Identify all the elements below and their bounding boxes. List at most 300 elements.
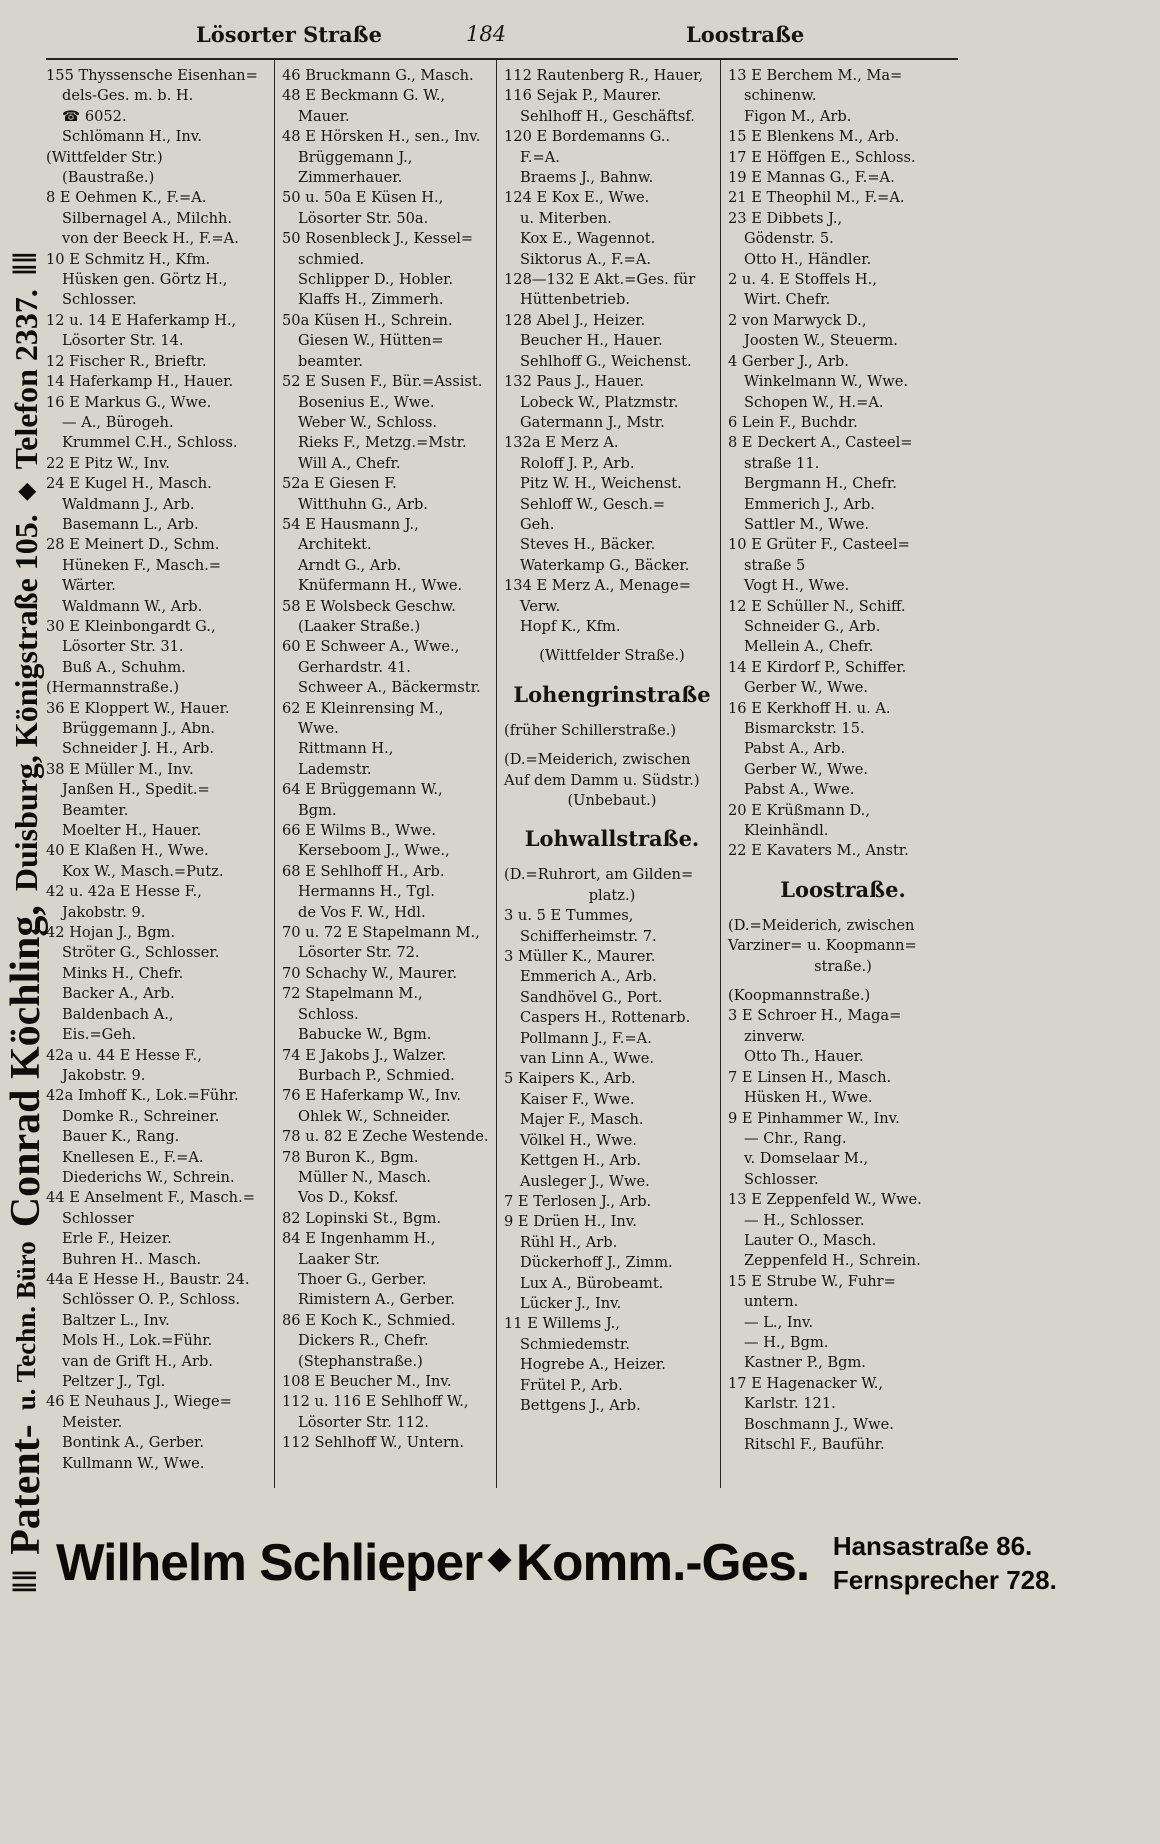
directory-line: (Unbebaut.): [567, 792, 657, 809]
directory-line: Schlosser: [62, 1209, 134, 1227]
directory-line: Kastner P., Bgm.: [744, 1354, 866, 1372]
directory-line: 52 E Susen F., Bür.=Assist.: [282, 373, 483, 391]
directory-line: Pollmann J., F.=A.: [520, 1029, 652, 1047]
directory-line: Lösorter Str. 72.: [298, 944, 420, 962]
directory-line: 74 E Jakobs J., Walzer.: [282, 1046, 447, 1064]
directory-line: 3 Müller K., Maurer.: [504, 948, 656, 966]
directory-line: Kaiser F., Wwe.: [520, 1090, 635, 1108]
directory-line: Schlosser.: [62, 291, 137, 309]
spacer: [504, 811, 720, 820]
directory-line: Waldmann W., Arb.: [62, 597, 203, 615]
directory-line: Weber W., Schloss.: [298, 413, 438, 431]
directory-line: Eis.=Geh.: [62, 1026, 137, 1044]
directory-line: Jakobstr. 9.: [62, 1066, 146, 1084]
directory-line: straße.): [814, 957, 872, 975]
directory-line: Emmerich J., Arb.: [744, 495, 875, 513]
directory-line: Hüttenbetrieb.: [520, 291, 630, 309]
directory-line: 86 E Koch K., Schmied.: [282, 1311, 456, 1329]
directory-line: 68 E Sehlhoff H., Arb.: [282, 862, 445, 880]
directory-line: Kox E., Wagennot.: [520, 230, 656, 248]
directory-line: 19 E Mannas G., F.=A.: [728, 169, 895, 187]
sidebar-ad-text: [0, 0, 52, 1844]
directory-line: Lademstr.: [298, 760, 372, 778]
directory-line: Ausleger J., Wwe.: [520, 1172, 650, 1190]
directory-line: schinenw.: [744, 87, 817, 105]
directory-line: 23 E Dibbets J.,: [728, 209, 843, 227]
directory-line: — A., Bürogeh.: [62, 413, 174, 431]
directory-line: 70 Schachy W., Maurer.: [282, 964, 457, 982]
directory-line: 116 Sejak P., Maurer.: [504, 87, 662, 105]
directory-line: Bontink A., Gerber.: [62, 1434, 205, 1452]
directory-line: Sehlhoff H., Geschäftsf.: [520, 107, 695, 125]
directory-line: (Laaker Straße.): [298, 617, 421, 635]
directory-line: Mauer.: [298, 107, 350, 125]
sidebar-ad-segment: Patent-: [3, 1424, 49, 1555]
directory-line: 22 E Kavaters M., Anstr.: [728, 842, 909, 860]
directory-line: 12 Fischer R., Brieftr.: [46, 352, 207, 370]
directory-line: Hüsken H., Wwe.: [744, 1089, 873, 1107]
spacer: [504, 712, 720, 721]
directory-line: 14 Haferkamp H., Hauer.: [46, 373, 234, 391]
street-heading: Loostraße.: [780, 876, 906, 902]
directory-line: (Baustraße.): [62, 169, 155, 187]
directory-line: Bauer K., Rang.: [62, 1128, 180, 1146]
sidebar-vertical-ad: [0, 0, 52, 1844]
spacer: [504, 856, 720, 865]
directory-line: 48 E Beckmann G. W.,: [282, 87, 445, 105]
directory-line: Schlösser O. P., Schloss.: [62, 1291, 241, 1309]
ad-address-block: [833, 1529, 1057, 1597]
directory-line: de Vos F. W., Hdl.: [298, 903, 426, 921]
directory-line: 108 E Beucher M., Inv.: [282, 1373, 452, 1390]
directory-line: Ohlek W., Schneider.: [298, 1107, 451, 1125]
directory-line: Boschmann J., Wwe.: [744, 1415, 894, 1433]
directory-line: Baldenbach A.,: [62, 1005, 174, 1023]
directory-line: 2 u. 4. E Stoffels H.,: [728, 271, 877, 289]
directory-line: 9 E Pinhammer W., Inv.: [728, 1109, 900, 1127]
directory-line: Minks H., Chefr.: [62, 964, 184, 982]
directory-line: 10 E Grüter F., Casteel=: [728, 536, 910, 554]
directory-line: 132a E Merz A.: [504, 434, 619, 452]
directory-line: Sandhövel G., Port.: [520, 988, 663, 1006]
directory-line: Gerber W., Wwe.: [744, 760, 868, 778]
directory-line: 52a E Giesen F.: [282, 475, 397, 493]
spacer: [504, 637, 720, 646]
directory-line: Völkel H., Wwe.: [520, 1131, 637, 1149]
directory-line: 124 E Kox E., Wwe.: [504, 189, 650, 207]
directory-line: Erle F., Heizer.: [62, 1230, 172, 1248]
directory-line: (D.=Ruhrort, am Gilden=: [504, 866, 694, 884]
directory-line: ☎ 6052.: [62, 107, 127, 125]
directory-line: 17 E Hagenacker W.,: [728, 1374, 884, 1392]
sidebar-ad-segment: Duisburg, Königstraße 105.: [7, 514, 44, 892]
directory-line: Bgm.: [298, 801, 337, 819]
directory-line: Wärter.: [62, 577, 116, 595]
directory-line: 3 E Schroer H., Maga=: [728, 1007, 902, 1025]
directory-line: u. Miterben.: [520, 209, 612, 227]
directory-line: Janßen H., Spedit.=: [62, 781, 210, 799]
directory-line: 15 E Blenkens M., Arb.: [728, 128, 900, 146]
directory-line: Geh.: [520, 515, 555, 533]
column-4: [720, 60, 958, 1488]
directory-line: Baltzer L., Inv.: [62, 1311, 170, 1329]
header-right-street: Loostraße: [686, 22, 805, 47]
directory-line: Schlosser.: [744, 1170, 819, 1188]
directory-line: Kox W., Masch.=Putz.: [62, 862, 224, 880]
page-number: 184: [466, 22, 507, 46]
directory-line: 48 E Hörsken H., sen., Inv.: [282, 128, 481, 146]
sidebar-ad-segment: u. Techn. Büro: [10, 1241, 41, 1411]
directory-line: 78 u. 82 E Zeche Westende.: [282, 1128, 489, 1146]
spacer: [504, 741, 720, 750]
directory-line: 24 E Kugel H., Masch.: [46, 475, 212, 493]
directory-line: Siktorus A., F.=A.: [520, 250, 652, 268]
directory-line: Peltzer J., Tgl.: [62, 1373, 166, 1390]
ad-address-line: Hansastraße 86.: [832, 1531, 1033, 1561]
directory-line: 112 u. 116 E Sehlhoff W.,: [282, 1393, 469, 1411]
directory-line: Ströter G., Schlosser.: [62, 944, 220, 962]
directory-line: 76 E Haferkamp W., Inv.: [282, 1087, 461, 1105]
directory-line: Schopen W., H.=A.: [744, 393, 884, 411]
directory-line: 7 E Terlosen J., Arb.: [504, 1192, 652, 1210]
directory-line: 132 Paus J., Hauer.: [504, 373, 644, 391]
directory-line: Brüggemann J.,: [298, 148, 413, 166]
directory-line: 36 E Kloppert W., Hauer.: [46, 699, 230, 717]
directory-line: Kullmann W., Wwe.: [62, 1454, 205, 1472]
directory-line: Buß A., Schuhm.: [62, 658, 186, 676]
directory-line: Roloff J. P., Arb.: [520, 454, 635, 472]
directory-line: 128—132 E Akt.=Ges. für: [504, 271, 696, 289]
directory-line: 8 E Oehmen K., F.=A.: [46, 189, 207, 207]
directory-line: Pabst A., Wwe.: [744, 781, 855, 799]
directory-line: Burbach P., Schmied.: [298, 1066, 455, 1084]
directory-line: Verw.: [520, 597, 561, 615]
directory-line: 13 E Berchem M., Ma=: [728, 67, 903, 84]
directory-line: 60 E Schweer A., Wwe.,: [282, 638, 460, 656]
directory-line: Hopf K., Kfm.: [520, 617, 621, 635]
directory-line: Knellesen E., F.=A.: [62, 1148, 204, 1166]
directory-line: Joosten W., Steuerm.: [744, 332, 898, 350]
directory-line: 46 E Neuhaus J., Wiege=: [46, 1393, 232, 1411]
street-heading: Lohengrinstraße: [513, 681, 711, 707]
directory-line: 3 u. 5 E Tummes,: [504, 907, 634, 925]
ad-firm-name: Wilhelm Schlieper: [56, 1534, 483, 1592]
directory-line: 6 Lein F., Buchdr.: [728, 413, 858, 431]
directory-line: Beamter.: [62, 801, 129, 819]
ad-main-text: [56, 1533, 809, 1593]
directory-line: 14 E Kirdorf P., Schiffer.: [728, 658, 907, 676]
page-header: [46, 18, 958, 60]
column-2: [274, 60, 496, 1488]
directory-line: zinverw.: [744, 1027, 806, 1045]
directory-line: 112 Sehlhoff W., Untern.: [282, 1434, 464, 1452]
directory-line: Sehlhoff G., Weichenst.: [520, 352, 692, 370]
directory-line: 17 E Höffgen E., Schloss.: [728, 148, 916, 166]
directory-line: Krummel C.H., Schloss.: [62, 434, 238, 452]
directory-line: 82 Lopinski St., Bgm.: [282, 1209, 442, 1227]
directory-line: Emmerich A., Arb.: [520, 968, 657, 986]
directory-line: (Wittfelder Str.): [46, 148, 163, 166]
sidebar-ad-segment: Telefon 2337.: [7, 289, 44, 470]
directory-line: Pitz W. H., Weichenst.: [520, 475, 682, 493]
spacer: [504, 667, 720, 676]
directory-line: Caspers H., Rottenarb.: [520, 1009, 691, 1027]
street-heading: Lohwallstraße.: [524, 826, 700, 852]
directory-line: Silbernagel A., Milchh.: [62, 209, 233, 227]
spacer: [728, 977, 958, 986]
directory-line: Schneider J. H., Arb.: [62, 740, 215, 758]
directory-line: Bosenius E., Wwe.: [298, 393, 435, 411]
directory-line: 50 u. 50a E Küsen H.,: [282, 189, 444, 207]
directory-line: 12 u. 14 E Haferkamp H.,: [46, 311, 237, 329]
directory-line: — Chr., Rang.: [744, 1129, 847, 1147]
ad-firm-type: Komm.-Ges.: [515, 1534, 810, 1592]
directory-line: Schmiedemstr.: [520, 1335, 630, 1353]
directory-line: F.=A.: [520, 148, 560, 166]
directory-line: Müller N., Masch.: [298, 1168, 432, 1186]
directory-line: Rühl H., Arb.: [520, 1233, 618, 1251]
directory-line: Vos D., Koksf.: [298, 1189, 399, 1207]
directory-line: 62 E Kleinrensing M.,: [282, 699, 444, 717]
directory-line: Waterkamp G., Bäcker.: [520, 556, 690, 574]
directory-line: Lösorter Str. 112.: [298, 1413, 429, 1431]
directory-line: Bismarckstr. 15.: [744, 720, 865, 737]
directory-line: Schneider G., Arb.: [744, 617, 881, 635]
directory-line: Auf dem Damm u. Südstr.): [504, 771, 700, 789]
directory-line: Lauter O., Masch.: [744, 1231, 877, 1249]
directory-line: Winkelmann W., Wwe.: [744, 373, 909, 391]
directory-line: 42a u. 44 E Hesse F.,: [46, 1046, 202, 1064]
directory-line: 46 Bruckmann G., Masch.: [282, 67, 474, 84]
directory-line: Babucke W., Bgm.: [298, 1026, 432, 1044]
directory-line: Jakobstr. 9.: [62, 903, 146, 921]
directory-line: Gödenstr. 5.: [744, 230, 834, 248]
directory-line: (D.=Meiderich, zwischen: [728, 916, 915, 934]
directory-line: Zimmerhauer.: [298, 169, 403, 187]
directory-line: 2 von Marwyck D.,: [728, 311, 867, 329]
directory-line: Lücker J., Inv.: [520, 1294, 622, 1312]
directory-line: 70 u. 72 E Stapelmann M.,: [282, 924, 480, 942]
directory-line: Lösorter Str. 31.: [62, 638, 184, 656]
directory-line: 72 Stapelmann M.,: [282, 985, 423, 1003]
directory-line: Gerhardstr. 41.: [298, 658, 411, 676]
directory-line: (Koopmannstraße.): [728, 987, 871, 1005]
directory-line: 42 Hojan J., Bgm.: [46, 924, 176, 942]
directory-line: Knüfermann H., Wwe.: [298, 577, 463, 595]
directory-line: Frütel P., Arb.: [520, 1376, 623, 1394]
directory-line: 20 E Krüßmann D.,: [728, 801, 870, 819]
directory-line: 128 Abel J., Heizer.: [504, 311, 646, 329]
directory-line: — H., Schlosser.: [744, 1211, 865, 1229]
directory-line: Waldmann J., Arb.: [62, 495, 195, 513]
spacer: [728, 862, 958, 871]
directory-line: Lux A., Bürobeamt.: [520, 1274, 664, 1292]
directory-line: Arndt G., Arb.: [298, 556, 402, 574]
directory-line: 38 E Müller M., Inv.: [46, 760, 194, 778]
directory-line: Steves H., Bäcker.: [520, 536, 656, 554]
directory-line: (D.=Meiderich, zwischen: [504, 751, 691, 769]
directory-line: schmied.: [298, 250, 365, 268]
directory-line: Lösorter Str. 14.: [62, 332, 184, 350]
directory-line: Kettgen H., Arb.: [520, 1152, 642, 1170]
directory-line: Kleinhändl.: [744, 822, 829, 840]
directory-line: (früher Schillerstraße.): [504, 721, 677, 739]
directory-line: 42a Imhoff K., Lok.=Führ.: [46, 1087, 239, 1105]
directory-line: 21 E Theophil M., F.=A.: [728, 189, 905, 207]
directory-line: 7 E Linsen H., Masch.: [728, 1068, 892, 1086]
directory-line: Beucher H., Hauer.: [520, 332, 663, 350]
directory-line: Braems J., Bahnw.: [520, 169, 654, 187]
directory-line: 112 Rautenberg R., Hauer,: [504, 67, 704, 84]
directory-line: dels-Ges. m. b. H.: [62, 87, 194, 105]
directory-line: 64 E Brüggemann W.,: [282, 781, 443, 799]
directory-line: Schweer A., Bäckermstr.: [298, 679, 481, 697]
directory-line: Dickers R., Chefr.: [298, 1332, 429, 1350]
directory-line: Mellein A., Chefr.: [744, 638, 874, 656]
directory-line: Will A., Chefr.: [298, 454, 401, 472]
directory-line: 42 u. 42a E Hesse F.,: [46, 883, 202, 901]
directory-line: Buhren H.. Masch.: [62, 1250, 202, 1268]
spacer: [728, 907, 958, 916]
directory-line: (Hermannstraße.): [46, 679, 180, 697]
ad-phone-line: Fernsprecher 728.: [832, 1565, 1057, 1595]
directory-line: 11 E Willems J.,: [504, 1315, 620, 1333]
directory-line: Thoer G., Gerber.: [298, 1270, 427, 1288]
directory-line: Majer F., Masch.: [520, 1111, 644, 1129]
column-1: [46, 60, 274, 1488]
directory-line: 10 E Schmitz H., Kfm.: [46, 250, 211, 268]
sidebar-ad-segment: Conrad Köchling,: [3, 905, 49, 1228]
directory-line: Giesen W., Hütten=: [298, 332, 444, 350]
directory-line: Gatermann J., Mstr.: [520, 413, 665, 431]
column-3: [496, 60, 720, 1488]
directory-line: Hogrebe A., Heizer.: [520, 1356, 666, 1374]
directory-line: Rieks F., Metzg.=Mstr.: [298, 434, 467, 452]
directory-line: Wwe.: [298, 720, 339, 737]
directory-line: Otto H., Händler.: [744, 250, 872, 268]
directory-line: 40 E Klaßen H., Wwe.: [46, 842, 209, 860]
directory-line: Zeppenfeld H., Schrein.: [744, 1252, 921, 1270]
directory-line: Schlömann H., Inv.: [62, 128, 202, 146]
directory-line: 84 E Ingenhamm H.,: [282, 1230, 436, 1248]
directory-line: Sehloff W., Gesch.=: [520, 495, 666, 513]
directory-line: untern.: [744, 1293, 799, 1311]
directory-line: Figon M., Arb.: [744, 107, 852, 125]
directory-line: 134 E Merz A., Menage=: [504, 577, 692, 595]
directory-line: 15 E Strube W., Fuhr=: [728, 1272, 896, 1290]
directory-line: Moelter H., Hauer.: [62, 822, 202, 840]
directory-line: Bettgens J., Arb.: [520, 1396, 641, 1414]
directory-line: 54 E Hausmann J.,: [282, 515, 419, 533]
directory-line: 8 E Deckert A., Casteel=: [728, 434, 913, 452]
directory-line: 44 E Anselment F., Masch.=: [46, 1189, 255, 1207]
directory-line: Mols H., Lok.=Führ.: [62, 1332, 213, 1350]
directory-line: Schloss.: [298, 1005, 359, 1023]
directory-line: Kerseboom J., Wwe.,: [298, 842, 450, 860]
directory-line: Rittmann H.,: [298, 740, 394, 758]
directory-line: 28 E Meinert D., Schm.: [46, 536, 220, 554]
directory-line: 30 E Kleinbongardt G.,: [46, 617, 216, 635]
directory-line: 5 Kaipers K., Arb.: [504, 1070, 636, 1088]
directory-line: 44a E Hesse H., Baustr. 24.: [46, 1270, 250, 1288]
directory-line: 66 E Wilms B., Wwe.: [282, 822, 436, 840]
directory-line: straße 5: [744, 556, 806, 574]
directory-line: Basemann L., Arb.: [62, 515, 199, 533]
directory-line: 58 E Wolsbeck Geschw.: [282, 597, 456, 615]
directory-line: straße 11.: [744, 454, 820, 472]
directory-line: Klaffs H., Zimmerh.: [298, 291, 444, 309]
directory-line: Karlstr. 121.: [744, 1395, 836, 1413]
directory-line: Lobeck W., Platzmstr.: [520, 393, 679, 411]
directory-line: — H., Bgm.: [744, 1333, 829, 1351]
directory-line: 155 Thyssensche Eisenhan=: [46, 67, 258, 84]
directory-line: 50 Rosenbleck J., Kessel=: [282, 230, 474, 248]
diamond-ornament-icon: ◆: [488, 1542, 510, 1575]
directory-line: 4 Gerber J., Arb.: [728, 352, 849, 370]
directory-line: Vogt H., Wwe.: [744, 577, 850, 595]
directory-line: — L., Inv.: [744, 1313, 814, 1331]
directory-line: 120 E Bordemanns G..: [504, 128, 671, 146]
directory-line: 16 E Markus G., Wwe.: [46, 393, 212, 411]
directory-line: (Wittfelder Straße.): [539, 647, 685, 665]
directory-line: van de Grift H., Arb.: [62, 1352, 213, 1370]
header-left-street: Lösorter Straße: [196, 22, 382, 47]
directory-line: Witthuhn G., Arb.: [298, 495, 428, 513]
directory-line: Brüggemann J., Abn.: [62, 720, 215, 737]
directory-line: 12 E Schüller N., Schiff.: [728, 597, 906, 615]
diamond-ornament-icon: ◆: [13, 483, 38, 501]
directory-line: Schifferheimstr. 7.: [520, 927, 657, 945]
directory-line: 22 E Pitz W., Inv.: [46, 454, 170, 472]
double-rule-ornament: ‖‖: [7, 251, 44, 276]
directory-line: 50a Küsen H., Schrein.: [282, 311, 453, 329]
directory-line: Varziner= u. Koopmann=: [728, 937, 917, 955]
directory-line: Pabst A., Arb.: [744, 740, 846, 758]
directory-line: Hermanns H., Tgl.: [298, 883, 435, 901]
directory-line: Hüsken gen. Görtz H.,: [62, 271, 228, 289]
directory-line: Ritschl F., Bauführ.: [744, 1436, 885, 1453]
directory-line: v. Domselaar M.,: [744, 1150, 869, 1168]
directory-line: von der Beeck H., F.=A.: [62, 230, 239, 248]
directory-line: Dückerhoff J., Zimm.: [520, 1254, 673, 1272]
directory-line: Gerber W., Wwe.: [744, 679, 868, 697]
double-rule-ornament: ‖‖: [7, 1568, 44, 1593]
directory-line: Meister.: [62, 1413, 123, 1431]
directory-line: 16 E Kerkhoff H. u. A.: [728, 699, 891, 717]
directory-line: platz.): [588, 886, 636, 904]
directory-line: Hüneken F., Masch.=: [62, 556, 222, 574]
directory-line: Bergmann H., Chefr.: [744, 475, 897, 493]
directory-line: Wirt. Chefr.: [744, 291, 831, 309]
directory-line: Lösorter Str. 50a.: [298, 209, 429, 227]
directory-line: Otto Th., Hauer.: [744, 1048, 864, 1066]
directory-line: Laaker Str.: [298, 1250, 381, 1268]
directory-line: Architekt.: [298, 536, 372, 554]
directory-line: Diederichs W., Schrein.: [62, 1168, 235, 1186]
directory-line: Backer A., Arb.: [62, 985, 175, 1003]
directory-line: 78 Buron K., Bgm.: [282, 1148, 419, 1166]
directory-line: Rimistern A., Gerber.: [298, 1291, 455, 1309]
directory-line: 13 E Zeppenfeld W., Wwe.: [728, 1191, 922, 1209]
directory-line: Schlipper D., Hobler.: [298, 271, 454, 289]
directory-line: beamter.: [298, 352, 364, 370]
bottom-advertisement: [56, 1500, 1146, 1626]
directory-columns: [46, 60, 958, 1488]
directory-line: Domke R., Schreiner.: [62, 1107, 220, 1125]
directory-line: 9 E Drüen H., Inv.: [504, 1213, 637, 1231]
directory-line: van Linn A., Wwe.: [520, 1050, 655, 1068]
directory-line: Sattler M., Wwe.: [744, 515, 869, 533]
